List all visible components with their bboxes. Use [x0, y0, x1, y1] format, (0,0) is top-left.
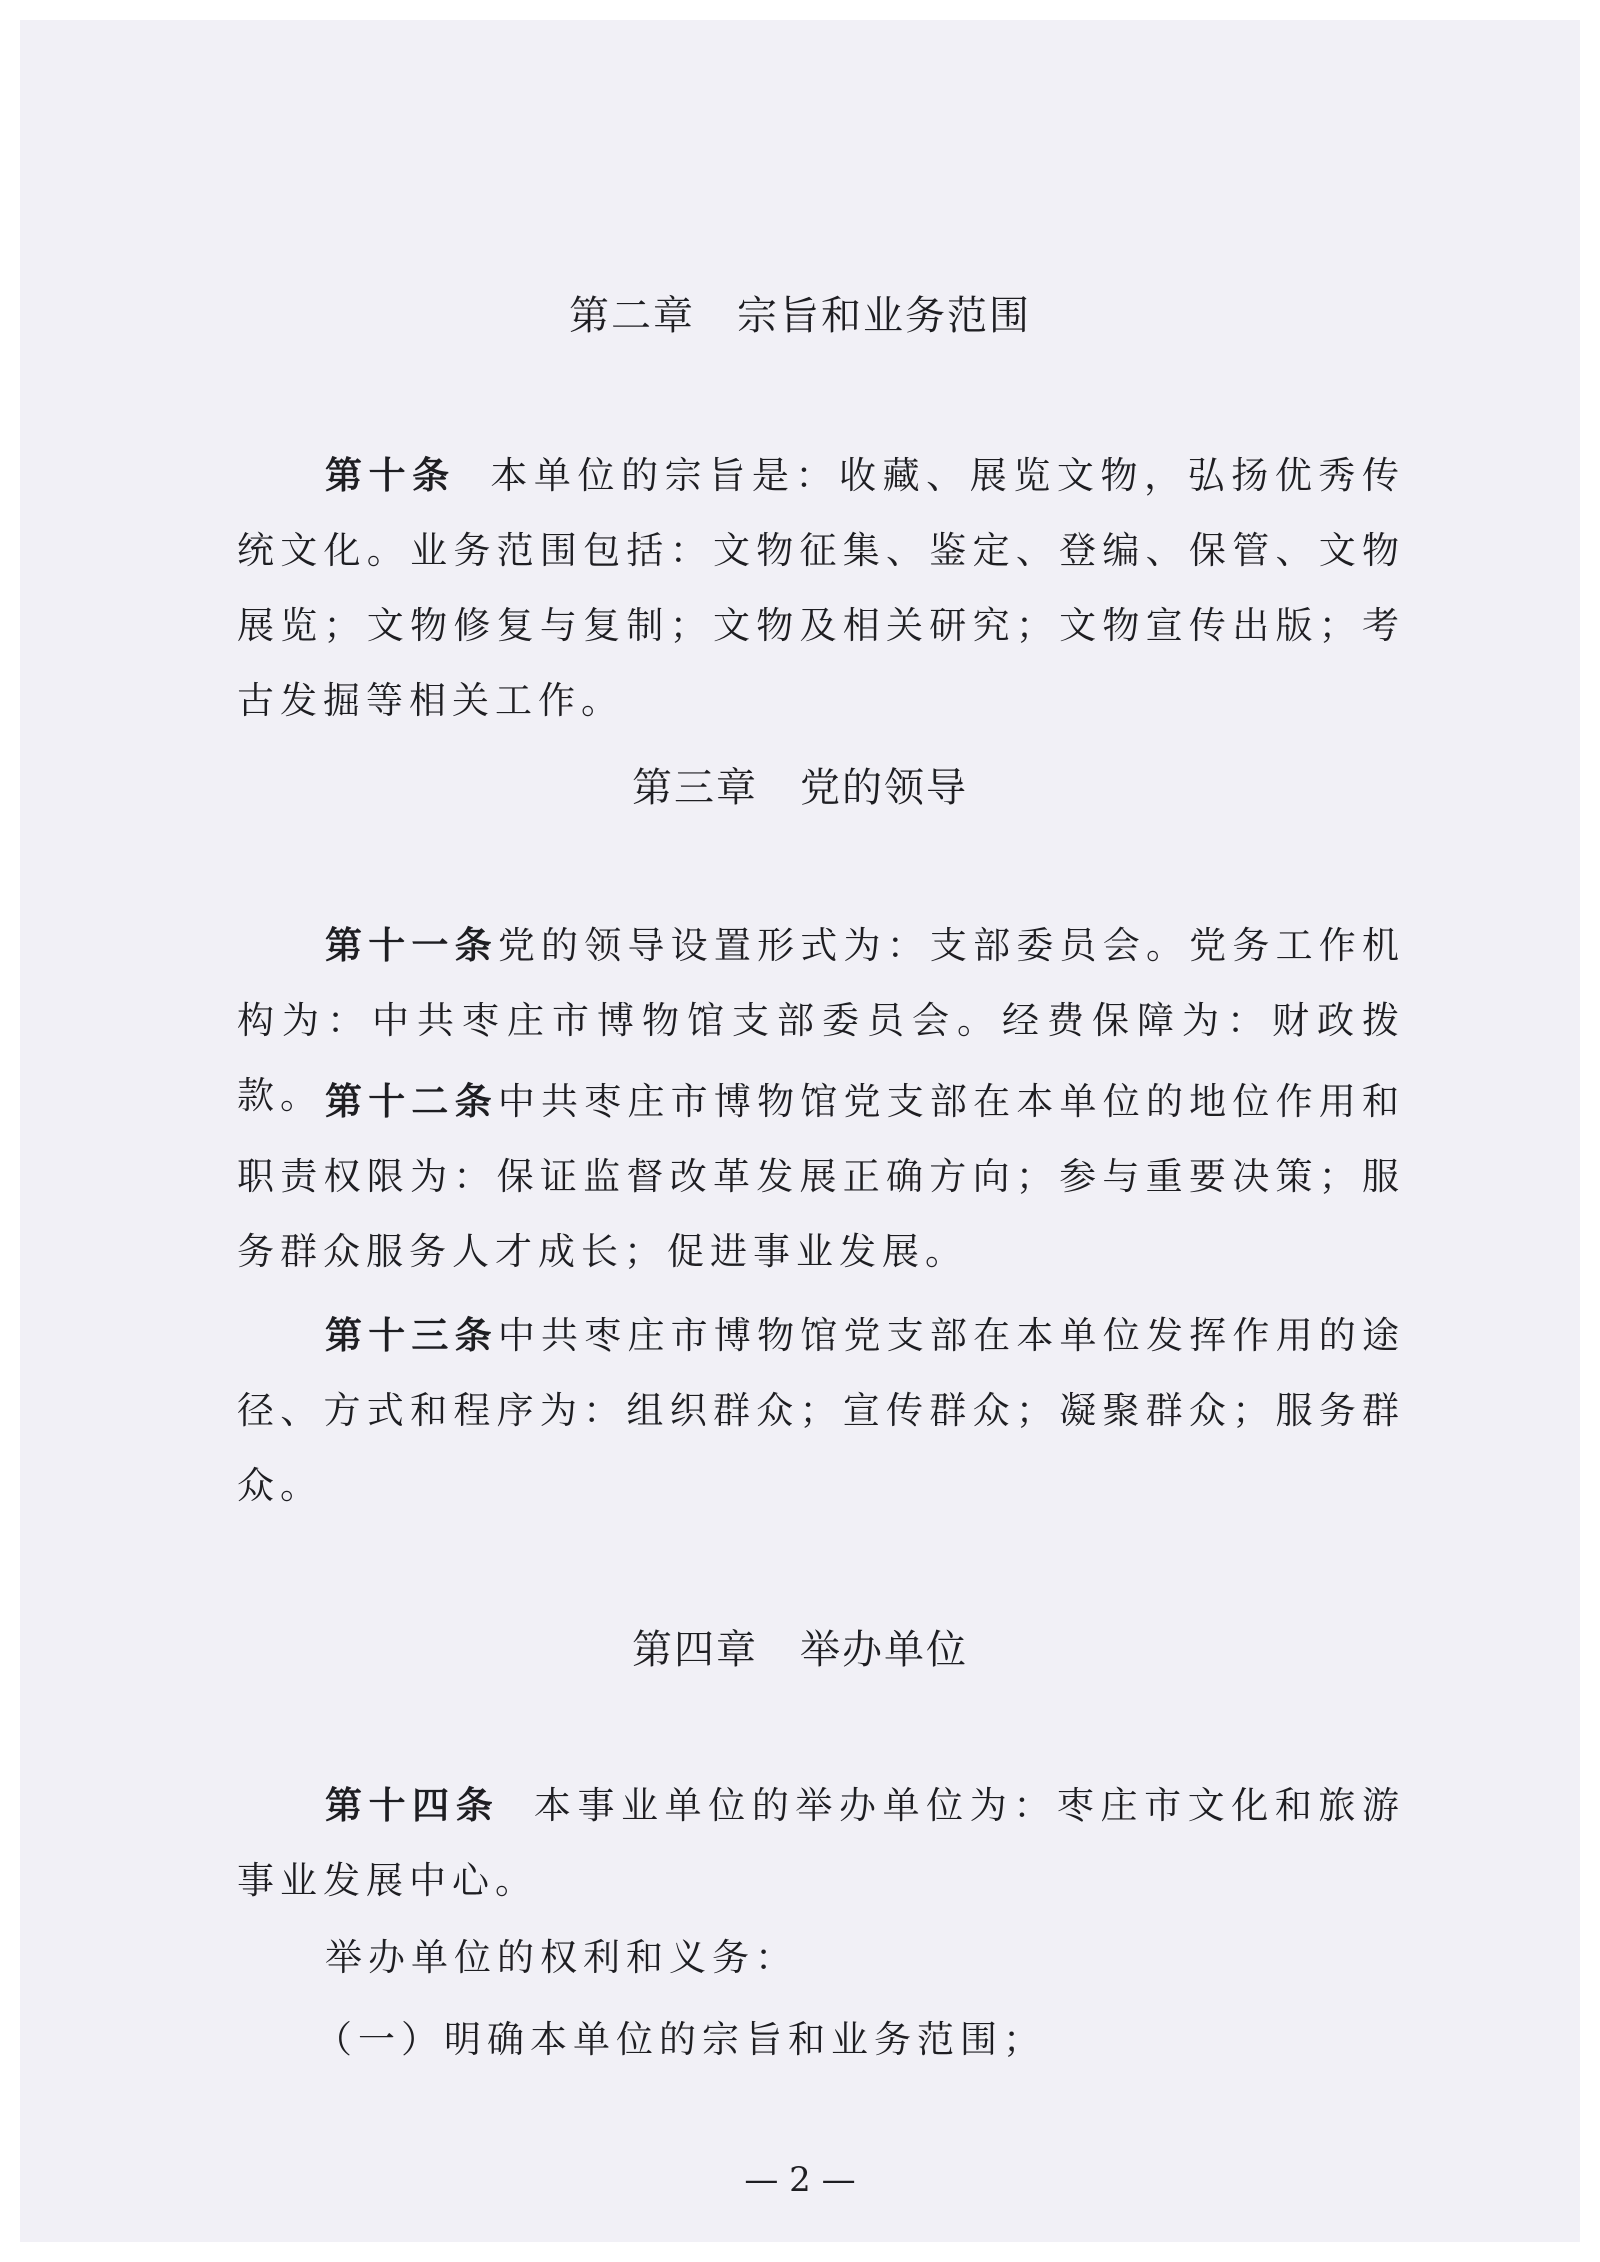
article-10-text: 本单位的宗旨是：收藏、展览文物，弘扬优秀传统文化。业务范围包括：文物征集、鉴定、登编、保管、文物展览；文物修复与复制；文物及相关研究；文物宣传出版；考古发掘等相关工作。: [237, 454, 1405, 722]
document-page: [20, 20, 1580, 2242]
article-13: [237, 1298, 1405, 1523]
article-11-label: 第十一条: [325, 924, 498, 967]
chapter-4-heading: 第四章 举办单位: [632, 1627, 968, 1673]
article-10: [237, 438, 1405, 738]
article-14-text: 本事业单位的举办单位为：枣庄市文化和旅游事业发展中心。: [237, 1784, 1406, 1902]
article-10-label: 第十条: [325, 454, 456, 497]
rights-intro: 举办单位的权利和义务：: [325, 1936, 798, 1979]
article-11-text: 党的领导设置形式为：支部委员会。党务工作机构为：中共枣庄市博物馆支部委员会。经费保障为：财政拨款。: [237, 924, 1406, 1117]
article-12-label: 第十二条: [325, 1080, 498, 1123]
article-12-text: 中共枣庄市博物馆党支部在本单位的地位作用和职责权限为：保证监督改革发展正确方向；参与重要决策；服务群众服务人才成长；促进事业发展。: [237, 1080, 1406, 1273]
article-13-label: 第十三条: [325, 1314, 498, 1357]
chapter-2-heading: 第二章 宗旨和业务范围: [569, 293, 1031, 339]
page-number: — 2 —: [744, 2160, 856, 2200]
article-12: [237, 1064, 1405, 1289]
list-item: （一）明确本单位的宗旨和业务范围；: [315, 2018, 1046, 2061]
chapter-3-heading: 第三章 党的领导: [632, 765, 968, 811]
article-13-text: 中共枣庄市博物馆党支部在本单位发挥作用的途径、方式和程序为：组织群众；宣传群众；凝聚群众；服务群众。: [237, 1314, 1406, 1507]
article-14-label: 第十四条: [325, 1784, 500, 1827]
article-14: [237, 1768, 1405, 1918]
